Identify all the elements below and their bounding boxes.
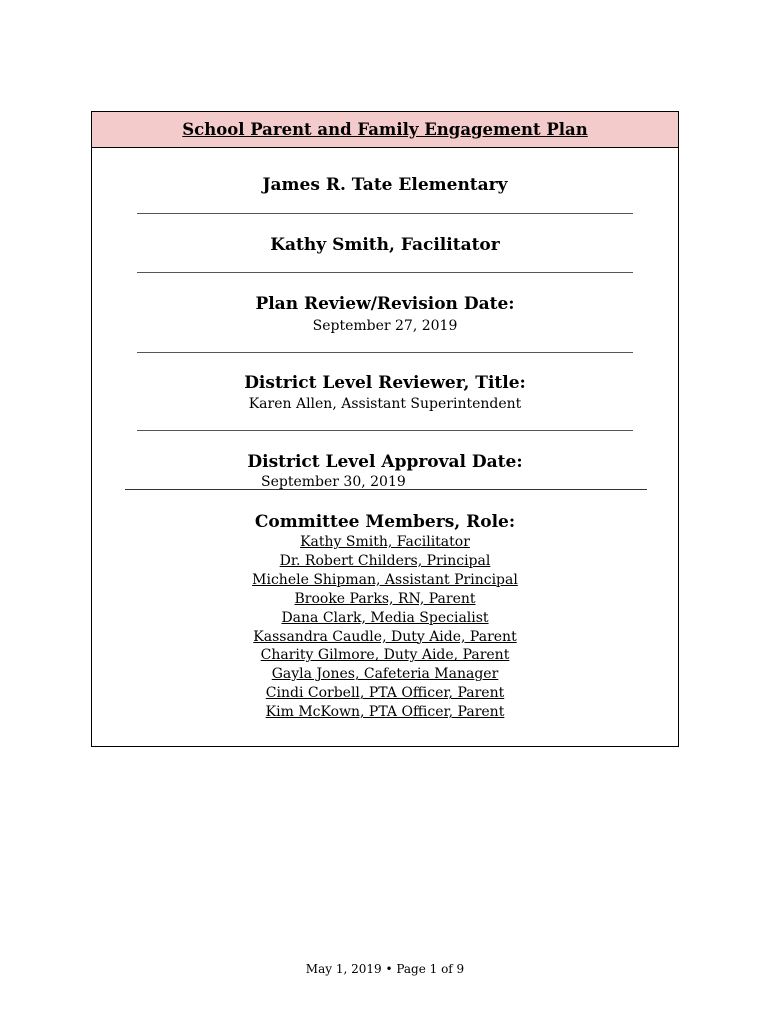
committee-member: Kathy Smith, Facilitator [300, 534, 470, 550]
committee-member: Kim McKown, PTA Officer, Parent [265, 704, 505, 721]
committee-member: Cindi Corbell, PTA Officer, Parent [265, 685, 505, 702]
committee-label: Committee Members, Role: [254, 512, 516, 532]
review-date-label: Plan Review/Revision Date: [255, 294, 515, 314]
committee-member: Charity Gilmore, Duty Aide, Parent [260, 647, 510, 664]
approval-date-value: September 30, 2019 [261, 474, 406, 490]
divider [125, 489, 647, 490]
divider [137, 352, 633, 353]
review-date-value: September 27, 2019 [312, 318, 458, 334]
divider [137, 272, 633, 273]
divider [137, 430, 633, 431]
school-name: James R. Tate Elementary [262, 175, 508, 195]
committee-member: Dana Clark, Media Specialist [281, 609, 489, 626]
committee-member: Dr. Robert Childers, Principal [279, 552, 491, 569]
plan-title: School Parent and Family Engagement Plan [92, 112, 678, 148]
plan-cover-box [91, 111, 679, 747]
committee-member: Gayla Jones, Cafeteria Manager [271, 666, 499, 683]
reviewer-label: District Level Reviewer, Title: [244, 373, 526, 393]
facilitator: Kathy Smith, Facilitator [270, 235, 500, 255]
committee-member: Kassandra Caudle, Duty Aide, Parent [253, 628, 517, 645]
reviewer-value: Karen Allen, Assistant Superintendent [248, 396, 522, 412]
committee-member: Brooke Parks, RN, Parent [294, 590, 476, 607]
committee-member: Michele Shipman, Assistant Principal [252, 571, 518, 588]
approval-date-label: District Level Approval Date: [247, 452, 523, 472]
committee-member-list [92, 533, 678, 722]
page-footer: May 1, 2019 • Page 1 of 9 [305, 962, 465, 976]
divider [137, 213, 633, 214]
